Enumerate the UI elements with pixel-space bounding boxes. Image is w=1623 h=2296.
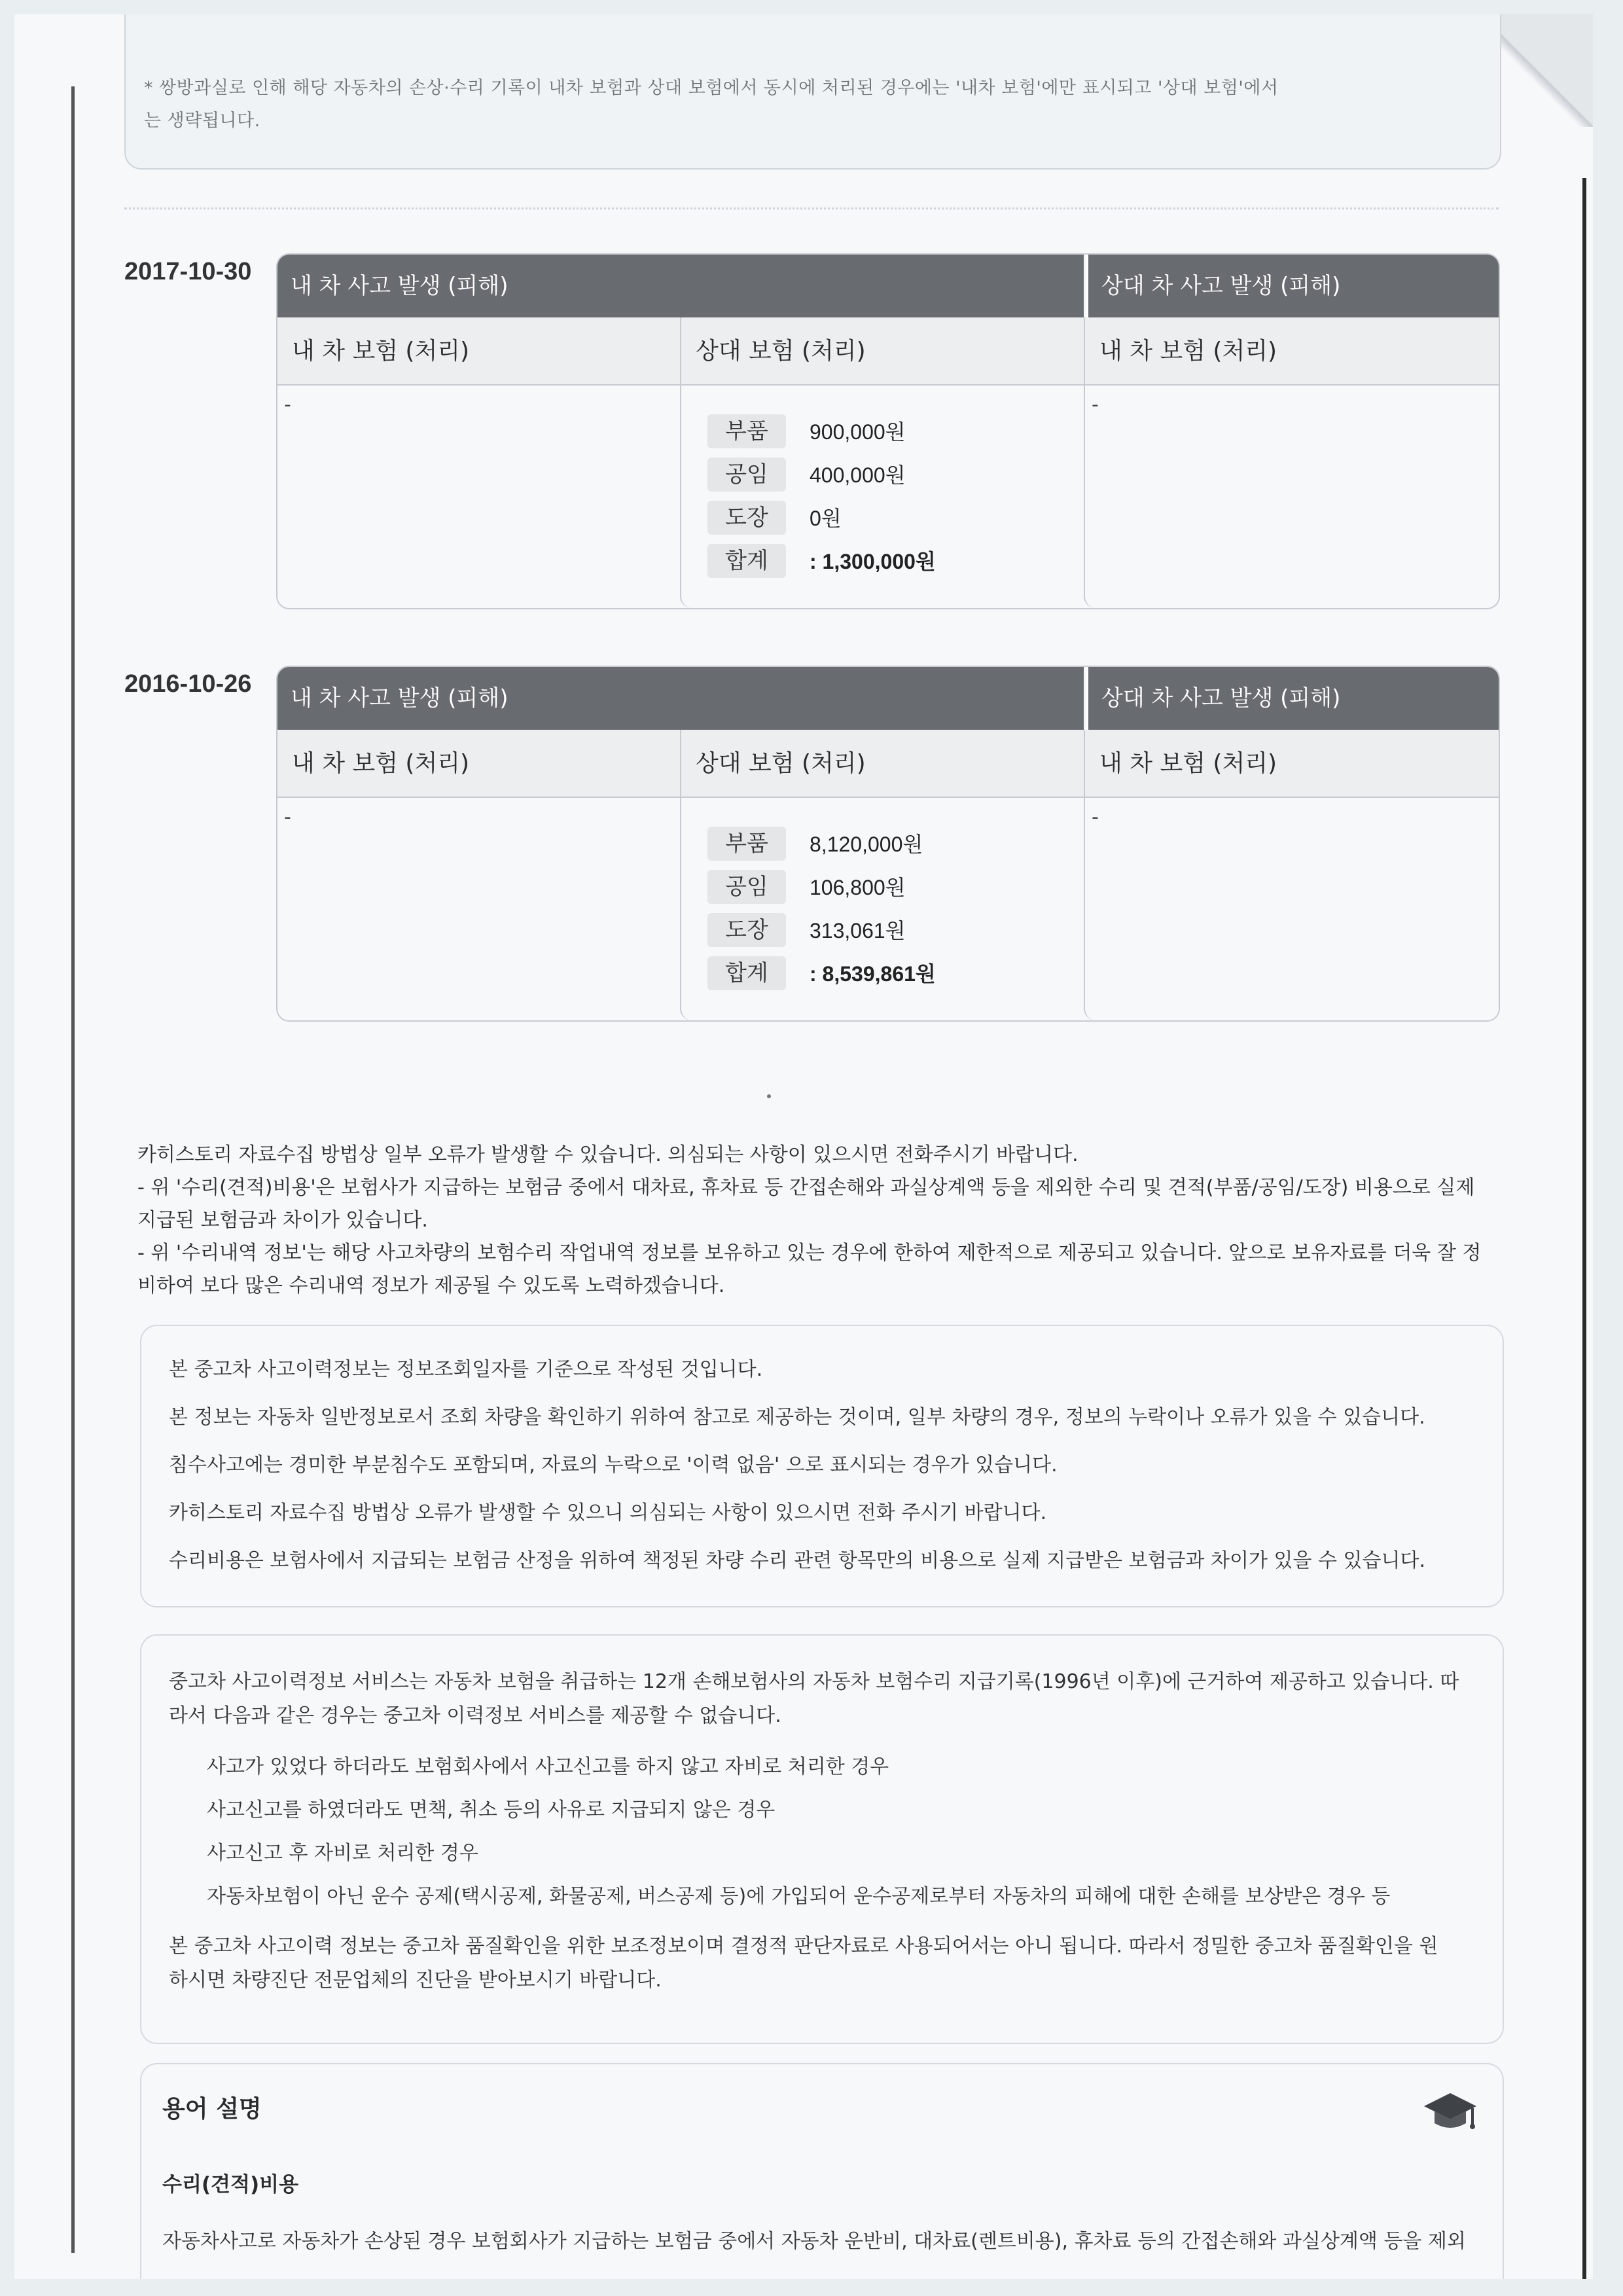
other-car-my-insurance-column-header: 내 차 보험 (처리) xyxy=(1084,730,1499,798)
cost-value: 900,000원 xyxy=(810,420,906,444)
glossary-box xyxy=(140,2063,1504,2279)
scan-speck xyxy=(767,1094,771,1098)
my-insurance-column-header: 내 차 보험 (처리) xyxy=(277,317,680,386)
disclaimer-line: 본 정보는 자동차 일반정보로서 조회 차량을 확인하기 위하여 참고로 제공하는 것이며, 일부 차량의 경우, 정보의 누락이나 오류가 있을 수 있습니다. xyxy=(169,1406,1425,1429)
service-closing: 하시면 차량진단 전문업체의 진단을 받아보시기 바랍니다. xyxy=(169,1969,662,1992)
service-scope-box xyxy=(140,1634,1504,2044)
accident-record-table xyxy=(276,666,1500,1022)
cost-value: 400,000원 xyxy=(810,463,906,487)
cost-label: 부품 xyxy=(707,414,786,448)
empty-value: - xyxy=(1092,806,1099,829)
service-intro: 중고차 사고이력정보 서비스는 자동차 보험을 취급하는 12개 손해보험사의 자동차 보험수리 지급기록(1996년 이후)에 근거하여 제공하고 있습니다. 따 xyxy=(169,1670,1459,1693)
repair-cost-table xyxy=(707,823,1074,996)
other-insurance-column-header: 상대 보험 (처리) xyxy=(680,730,1084,798)
other-car-my-insurance-column-header: 내 차 보험 (처리) xyxy=(1084,317,1499,386)
disclaimer-line: 침수사고에는 경미한 부분침수도 포함되며, 자료의 누락으로 '이력 없음' 으로 표시되는 경우가 있습니다. xyxy=(169,1454,1058,1477)
cost-label: 도장 xyxy=(707,913,786,947)
cost-value: 8,120,000원 xyxy=(810,833,923,856)
cost-row-labor xyxy=(707,866,1074,909)
cost-value: 0원 xyxy=(810,507,842,530)
accident-record-table xyxy=(276,253,1500,609)
empty-value: - xyxy=(284,393,291,416)
empty-value: - xyxy=(1092,393,1099,416)
double-fault-notice: * 쌍방과실로 인해 해당 자동차의 손상·수리 기록이 내차 보험과 상대 보험에서 동시에 처리된 경우에는 '내차 보험'에만 표시되고 '상대 보험'에서 는 생략됩니다. xyxy=(144,78,1279,131)
double-fault-notice-box xyxy=(124,14,1501,170)
excluded-case: 사고신고 후 자비로 처리한 경우 xyxy=(207,1842,478,1865)
my-insurance-column-header: 내 차 보험 (처리) xyxy=(277,730,680,798)
cost-row-labor xyxy=(707,454,1074,497)
repair-cost-notes: 카히스토리 자료수집 방법상 일부 오류가 발생할 수 있습니다. 의심되는 사항이 있으시면 전화주시기 바랍니다. - 위 '수리(견적)비용'은 보험사가 지급하는 보험금 중에서 대차료, 휴차료 등 간접손해와 과실상계액 등을 제외한 수리 및 견적(부품/공임/도장) 비용으로 실제 지급된 보험금과 차이가 있습니다. - 위 '수리내역 정보'는 해당 사고차량의 보험수리 작업내역 정보를 보유하고 있는 경우에 한하여 제한적으로 제공되고 있습니다. 앞으로 보유자료를 더욱 잘 정 비하여 보다 많은 수리내역 정보가 제공될 수 있도록 노력하겠습니다. xyxy=(137,1143,1482,1297)
my-insurance-cell xyxy=(277,386,680,608)
cost-total-value: : 8,539,861원 xyxy=(810,962,936,986)
graduation-cap-icon xyxy=(1423,2089,1478,2135)
empty-value: - xyxy=(284,806,291,829)
cost-label: 부품 xyxy=(707,827,786,861)
scanned-page xyxy=(14,14,1593,2279)
scan-edge-line-left xyxy=(71,86,75,2253)
cost-value: 106,800원 xyxy=(810,876,906,899)
service-intro: 라서 다음과 같은 경우는 중고차 이력정보 서비스를 제공할 수 없습니다. xyxy=(169,1704,781,1727)
info-disclaimer-box xyxy=(140,1325,1504,1607)
cost-label: 도장 xyxy=(707,501,786,535)
other-car-accident-header: 상대 차 사고 발생 (피해) xyxy=(1086,667,1499,730)
cost-label: 공임 xyxy=(707,870,786,904)
excluded-case: 사고신고를 하였더라도 면책, 취소 등의 사유로 지급되지 않은 경우 xyxy=(207,1799,776,1821)
other-car-accident-header: 상대 차 사고 발생 (피해) xyxy=(1086,255,1499,317)
cost-label: 합계 xyxy=(707,544,786,578)
excluded-case: 자동차보험이 아닌 운수 공제(택시공제, 화물공제, 버스공제 등)에 가입되어 운수공제로부터 자동차의 피해에 대한 손해를 보상받은 경우 등 xyxy=(207,1885,1391,1908)
cost-row-parts xyxy=(707,410,1074,454)
repair-cost-table xyxy=(707,410,1074,583)
my-car-accident-header: 내 차 사고 발생 (피해) xyxy=(277,255,1084,317)
disclaimer-line: 카히스토리 자료수집 방법상 오류가 발생할 수 있으니 의심되는 사항이 있으시면 전화 주시기 바랍니다. xyxy=(169,1501,1047,1524)
service-closing: 본 중고차 사고이력 정보는 중고차 품질확인을 위한 보조정보이며 결정적 판단자료로 사용되어서는 아니 됩니다. 따라서 정밀한 중고차 품질확인을 원 xyxy=(169,1935,1438,1958)
cost-label: 공임 xyxy=(707,457,786,492)
my-car-accident-header: 내 차 사고 발생 (피해) xyxy=(277,667,1084,730)
scan-edge-line-right xyxy=(1582,178,1586,2279)
other-insurance-cell xyxy=(680,798,1085,1020)
accident-date: 2016-10-26 xyxy=(124,670,252,698)
my-insurance-cell xyxy=(277,798,680,1020)
glossary-title: 용어 설명 xyxy=(162,2096,262,2123)
disclaimer-line: 본 중고차 사고이력정보는 정보조회일자를 기준으로 작성된 것입니다. xyxy=(169,1358,763,1381)
cost-value: 313,061원 xyxy=(810,919,906,942)
other-car-cell xyxy=(1084,386,1499,608)
cost-row-paint xyxy=(707,497,1074,540)
dotted-separator xyxy=(124,207,1499,209)
other-insurance-column-header: 상대 보험 (처리) xyxy=(680,317,1084,386)
other-insurance-cell xyxy=(680,386,1085,608)
excluded-case: 사고가 있었다 하더라도 보험회사에서 사고신고를 하지 않고 자비로 처리한 경우 xyxy=(207,1755,889,1778)
cost-row-paint xyxy=(707,909,1074,952)
disclaimer-line: 수리비용은 보험사에서 지급되는 보험금 산정을 위하여 책정된 차량 수리 관련 항목만의 비용으로 실제 지급받은 보험금과 차이가 있을 수 있습니다. xyxy=(169,1549,1425,1572)
cost-row-total xyxy=(707,540,1074,583)
glossary-term: 수리(견적)비용 xyxy=(162,2173,299,2197)
cost-row-parts xyxy=(707,823,1074,866)
cost-row-total xyxy=(707,952,1074,996)
cost-label: 합계 xyxy=(707,956,786,990)
other-car-cell xyxy=(1084,798,1499,1020)
cost-total-value: : 1,300,000원 xyxy=(810,550,936,573)
glossary-definition: 자동차사고로 자동차가 손상된 경우 보험회사가 지급하는 보험금 중에서 자동차 운반비, 대차료(렌트비용), 휴차료 등의 간접손해와 과실상계액 등을 제외 xyxy=(162,2230,1466,2253)
accident-date: 2017-10-30 xyxy=(124,258,252,285)
